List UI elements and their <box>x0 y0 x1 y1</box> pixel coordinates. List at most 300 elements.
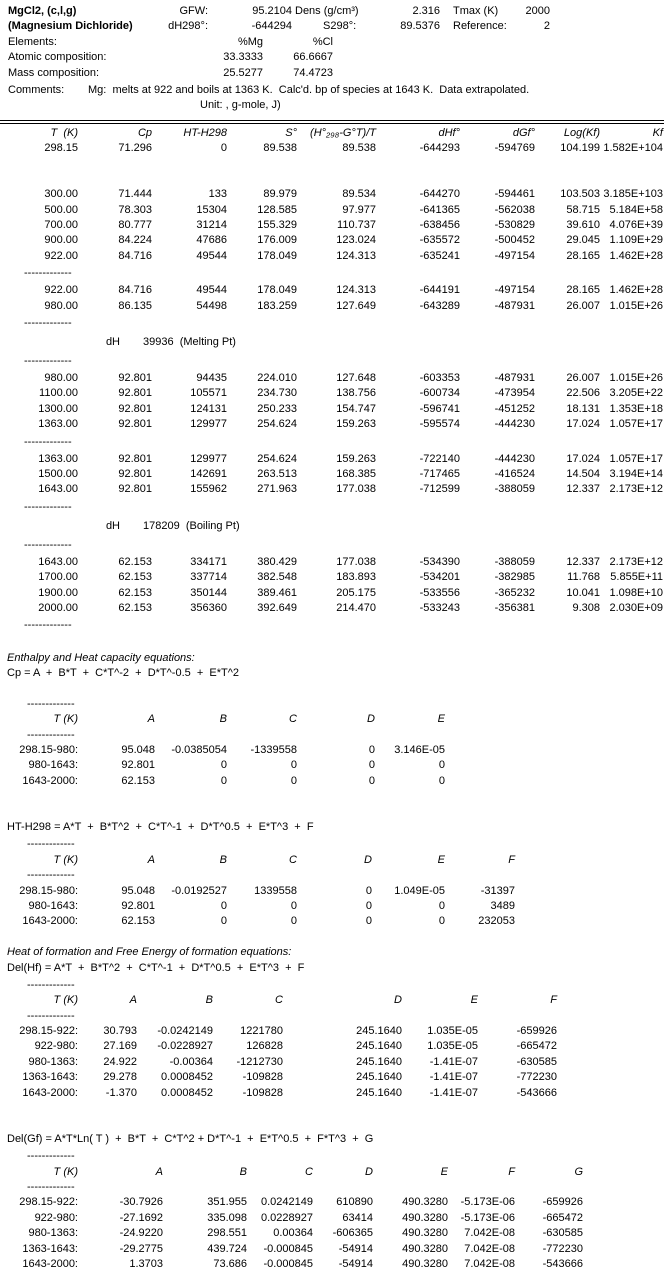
table-cell: 0 <box>220 142 227 155</box>
table-cell: 0 <box>290 915 297 928</box>
table-cell: -473954 <box>494 387 535 400</box>
table-cell: -1.41E-07 <box>429 1071 478 1084</box>
table-cell: 92.801 <box>121 899 155 912</box>
table-cell: -500452 <box>494 234 535 247</box>
table-cell: 15304 <box>196 203 227 216</box>
table-cell: 58.715 <box>566 203 600 216</box>
column-header: dGf° <box>512 126 535 139</box>
table-row <box>0 402 664 417</box>
table-cell: 1.015E+26 <box>609 372 663 385</box>
table-cell: 5.855E+11 <box>610 571 663 584</box>
table-cell: 980.00 <box>44 299 78 312</box>
column-header: C <box>275 994 283 1007</box>
table-cell: -0.000845 <box>263 1257 313 1270</box>
table-cell: 49544 <box>196 249 227 262</box>
table-row <box>0 1242 664 1257</box>
table-cell: 922.00 <box>44 284 78 297</box>
s298-value: 89.5376 <box>400 20 440 33</box>
table-cell: -109828 <box>242 1071 283 1084</box>
table-cell: -487931 <box>494 372 535 385</box>
table-cell: 1.057E+17 <box>609 418 663 431</box>
reference-value: 2 <box>543 20 550 33</box>
table-cell: 980-1363: <box>28 1055 78 1068</box>
coeff-table-header-row <box>0 712 664 727</box>
table-cell: 1.057E+17 <box>609 452 663 465</box>
table-cell: 1100.00 <box>39 387 78 400</box>
table-cell: 922.00 <box>44 249 78 262</box>
column-header: T (K) <box>50 126 78 139</box>
table-cell: 127.649 <box>336 299 376 312</box>
column-header: D <box>367 713 375 726</box>
coeff-table-header-row <box>0 853 664 868</box>
table-cell: 3.146E-05 <box>394 744 445 757</box>
elements-row <box>0 35 664 50</box>
table-cell: 128.585 <box>257 203 297 216</box>
table-cell: 29.045 <box>566 234 600 247</box>
column-header: B <box>205 994 213 1007</box>
table-cell: 380.429 <box>257 555 297 568</box>
table-cell: -0.0192527 <box>171 884 227 897</box>
table-cell: 0.0008452 <box>161 1086 213 1099</box>
table-cell: 980-1643: <box>28 899 78 912</box>
table-cell: 177.038 <box>336 483 376 496</box>
separator-dashes: ------------- <box>27 838 75 851</box>
separator-dashes: ------------- <box>24 355 72 368</box>
table-cell: 245.1640 <box>356 1040 402 1053</box>
table-cell: -659926 <box>516 1025 557 1038</box>
table-cell: 298.15-922: <box>19 1025 78 1038</box>
table-cell: -0.00364 <box>169 1055 213 1068</box>
table-cell: 124.313 <box>336 249 376 262</box>
table-cell: -1212730 <box>236 1055 283 1068</box>
column-header: A <box>155 1165 163 1178</box>
table-cell: 183.259 <box>257 299 297 312</box>
table-cell: -1339558 <box>250 744 297 757</box>
table-cell: 62.153 <box>121 774 155 787</box>
gfw-value: 95.2104 <box>252 5 292 17</box>
table-row <box>0 914 664 929</box>
table-cell: 2000.00 <box>38 601 78 614</box>
table-cell: 12.337 <box>566 555 600 568</box>
table-cell: 700.00 <box>44 219 78 232</box>
table-cell: -382985 <box>494 571 535 584</box>
table-cell: 92.801 <box>118 402 152 415</box>
table-cell: -30.7926 <box>119 1196 163 1209</box>
table-cell: -5.173E-06 <box>460 1211 515 1224</box>
phase-transition-row <box>0 333 664 352</box>
table-cell: -665472 <box>542 1211 583 1224</box>
table-cell: -365232 <box>494 586 535 599</box>
table-cell: 392.649 <box>257 601 297 614</box>
separator-row <box>0 616 664 635</box>
table-cell: 1643.00 <box>38 555 78 568</box>
table-cell: 62.153 <box>118 601 152 614</box>
table-cell: 1643.00 <box>38 483 78 496</box>
gfw-label: GFW: <box>179 5 208 17</box>
separator-dashes: ------------- <box>24 619 72 632</box>
comments-label: Comments: <box>8 83 65 96</box>
table-cell: -388059 <box>494 555 535 568</box>
table-cell: 129977 <box>190 418 227 431</box>
table-cell: 30.793 <box>103 1025 137 1038</box>
table-cell: -54914 <box>338 1257 373 1270</box>
column-header: E <box>437 713 445 726</box>
elements-label: Elements: <box>8 35 57 48</box>
table-cell: -5.173E-06 <box>460 1196 515 1209</box>
column-header: F <box>508 853 515 866</box>
table-cell: -1.41E-07 <box>429 1086 478 1099</box>
table-cell: 335.098 <box>207 1211 247 1224</box>
separator-row <box>0 264 664 283</box>
separator-dashes: ------------- <box>27 1181 75 1193</box>
column-header: A <box>147 713 155 726</box>
table-cell: 168.385 <box>336 467 376 480</box>
table-cell: -1.370 <box>105 1086 137 1099</box>
separator-dashes: ------------- <box>24 500 72 513</box>
table-row <box>0 233 664 248</box>
table-row <box>0 187 664 202</box>
column-header: E <box>470 994 478 1007</box>
table-cell: 0 <box>365 899 372 912</box>
table-cell: 97.977 <box>342 203 376 216</box>
table-cell: 155.329 <box>257 219 297 232</box>
separator-row <box>0 978 664 993</box>
mass-mg-value: 25.5277 <box>223 66 263 79</box>
table-cell: 159.263 <box>336 452 376 465</box>
table-cell: 89.534 <box>342 188 376 201</box>
table-row <box>0 467 664 482</box>
table-cell: -543666 <box>516 1086 557 1099</box>
table-cell: 7.042E-08 <box>464 1227 515 1240</box>
phase-transition-row <box>0 517 664 536</box>
table-cell: 29.278 <box>103 1071 137 1084</box>
table-cell: 1.353E+18 <box>609 402 663 415</box>
dgf-coefficients-table <box>0 1149 664 1272</box>
column-header: B <box>219 713 227 726</box>
table-cell: -0.0242149 <box>157 1025 213 1038</box>
table-row <box>0 1211 664 1226</box>
spacer <box>0 789 664 804</box>
cp-equation-row <box>0 666 664 681</box>
table-cell: -543666 <box>542 1257 583 1270</box>
phase-transition-value: 39936 (Melting Pt) <box>143 336 236 349</box>
ht-coefficients-table <box>0 837 664 929</box>
table-cell: 0 <box>365 915 372 928</box>
table-cell: 1.035E-05 <box>427 1025 478 1038</box>
unit-row <box>0 98 664 113</box>
table-cell: 138.756 <box>336 387 376 400</box>
table-cell: 84.716 <box>118 284 152 297</box>
table-cell: 254.624 <box>257 452 297 465</box>
table-cell: -27.1692 <box>119 1211 163 1224</box>
table-cell: 62.153 <box>118 571 152 584</box>
column-header: C <box>289 713 297 726</box>
table-cell: 105571 <box>190 387 227 400</box>
separator-dashes: ------------- <box>27 1150 75 1163</box>
separator-row <box>0 498 664 517</box>
table-cell: 78.303 <box>118 203 152 216</box>
formation-section-title-row <box>0 945 664 960</box>
column-header: C <box>305 1165 313 1178</box>
header-block <box>0 0 664 114</box>
dgf-equation: Del(Gf) = A*T*Ln( T ) + B*T + C*T^2 + D*T^-1 + E*T^0.5 + F*T^3 + G <box>7 1132 374 1145</box>
mass-composition-row <box>0 66 664 81</box>
table-cell: 14.504 <box>566 467 600 480</box>
table-cell: 47686 <box>196 234 227 247</box>
table-cell: 0.0242149 <box>261 1196 313 1209</box>
table-cell: 178.049 <box>257 284 297 297</box>
table-cell: 17.024 <box>566 452 600 465</box>
table-cell: 22.506 <box>566 387 600 400</box>
table-cell: -772230 <box>516 1071 557 1084</box>
table-row <box>0 1024 664 1039</box>
column-header: B <box>239 1165 247 1178</box>
column-header: Cp <box>137 126 152 139</box>
table-cell: 110.737 <box>337 219 376 232</box>
table-cell: 298.15-980: <box>19 744 78 757</box>
table-cell: -644293 <box>419 142 460 155</box>
cp-coefficients-table <box>0 697 664 789</box>
table-cell: 18.131 <box>566 402 600 415</box>
table-cell: 71.444 <box>118 188 152 201</box>
phase-transition-value: 178209 (Boiling Pt) <box>143 519 240 532</box>
table-cell: -635572 <box>419 234 460 247</box>
table-cell: 127.648 <box>336 372 376 385</box>
table-cell: 39.610 <box>566 219 600 232</box>
density-label: Dens (g/cm³) <box>295 5 359 17</box>
table-row <box>0 386 664 401</box>
table-cell: 1.035E-05 <box>427 1040 478 1053</box>
table-cell: -712599 <box>419 483 460 496</box>
table-row <box>0 774 664 789</box>
table-cell: 3.205E+22 <box>609 387 663 400</box>
table-cell: 490.3280 <box>402 1257 448 1270</box>
table-cell: 63414 <box>342 1211 373 1224</box>
table-cell: -600734 <box>419 387 460 400</box>
table-cell: 103.503 <box>560 188 600 201</box>
dhf-coefficients-table <box>0 978 664 1101</box>
table-cell: 1.015E+26 <box>609 299 663 312</box>
column-header: D <box>364 853 372 866</box>
table-cell: 176.009 <box>257 234 297 247</box>
table-cell: -109828 <box>242 1086 283 1099</box>
table-cell: 298.15 <box>44 142 78 155</box>
table-cell: 0 <box>438 915 445 928</box>
table-cell: 0 <box>438 899 445 912</box>
table-cell: 234.730 <box>257 387 297 400</box>
table-cell: 1339558 <box>254 884 297 897</box>
table-row <box>0 586 664 601</box>
header-row-1 <box>0 4 664 19</box>
table-cell: 334171 <box>190 555 227 568</box>
table-cell: 183.893 <box>336 571 376 584</box>
table-cell: 28.165 <box>566 249 600 262</box>
table-cell: 71.296 <box>118 142 152 155</box>
column-header: HT-H298 <box>183 126 227 139</box>
table-cell: 300.00 <box>44 188 78 201</box>
table-cell: 92.801 <box>118 483 152 496</box>
table-cell: 337714 <box>190 571 227 584</box>
table-cell: 142691 <box>190 467 227 480</box>
table-cell: -444230 <box>494 452 535 465</box>
column-header: T (K) <box>53 994 78 1007</box>
spacer <box>0 805 664 820</box>
table-cell: -54914 <box>338 1242 373 1255</box>
s298-label: S298°: <box>323 20 357 33</box>
table-cell: 1643-2000: <box>22 1257 78 1270</box>
table-cell: 0 <box>220 759 227 772</box>
table-cell: 1.462E+28 <box>609 249 663 262</box>
table-cell: 254.624 <box>257 418 297 431</box>
tmax-value: 2000 <box>525 5 550 17</box>
table-cell: 389.461 <box>257 586 297 599</box>
table-cell: -562038 <box>494 203 535 216</box>
table-cell: 245.1640 <box>356 1025 402 1038</box>
table-cell: -641365 <box>419 203 460 216</box>
table-cell: -24.9220 <box>119 1227 163 1240</box>
table-cell: 2.030E+09 <box>609 601 663 614</box>
separator-dashes: ------------- <box>27 978 75 991</box>
table-cell: -31397 <box>480 884 515 897</box>
species-formula: MgCl2, (c,l,g) <box>8 5 77 17</box>
table-cell: 31214 <box>196 219 227 232</box>
table-row <box>0 1070 664 1085</box>
table-cell: -534201 <box>419 571 460 584</box>
table-cell: -630585 <box>516 1055 557 1068</box>
table-row <box>0 1195 664 1210</box>
table-cell: 89.538 <box>263 142 297 155</box>
table-cell: -1.41E-07 <box>429 1055 478 1068</box>
table-cell: 0 <box>220 774 227 787</box>
atomic-composition-label: Atomic composition: <box>8 51 107 64</box>
table-cell: -644191 <box>419 284 460 297</box>
table-cell: 0 <box>220 899 227 912</box>
mass-composition-label: Mass composition: <box>8 66 100 79</box>
table-cell: 92.801 <box>118 372 152 385</box>
table-cell: 92.801 <box>121 759 155 772</box>
table-cell: 73.686 <box>213 1257 247 1270</box>
table-cell: 500.00 <box>44 203 78 216</box>
table-cell: -603353 <box>419 372 460 385</box>
table-cell: 178.049 <box>257 249 297 262</box>
table-cell: 382.548 <box>257 571 297 584</box>
comments-row <box>0 83 664 98</box>
table-cell: -594461 <box>494 188 535 201</box>
table-cell: 62.153 <box>121 915 155 928</box>
table-cell: 980-1643: <box>28 759 78 772</box>
table-row <box>0 1039 664 1054</box>
table-cell: 1.582E+104 <box>603 142 663 155</box>
separator-dashes: ------------- <box>27 869 75 882</box>
table-cell: -497154 <box>494 249 535 262</box>
table-cell: -356381 <box>494 601 535 614</box>
table-cell: dH <box>105 519 120 532</box>
table-cell: 900.00 <box>44 234 78 247</box>
table-cell: 124131 <box>190 402 227 415</box>
table-cell: 9.308 <box>572 601 600 614</box>
table-cell: 0 <box>220 915 227 928</box>
separator-row <box>0 868 664 883</box>
table-cell: 2.173E+12 <box>609 483 663 496</box>
table-cell: 1.3703 <box>129 1257 163 1270</box>
table-cell: -630585 <box>542 1227 583 1240</box>
table-cell: 245.1640 <box>356 1055 402 1068</box>
table-cell: 922-980: <box>34 1211 78 1224</box>
table-cell: 3.194E+14 <box>609 467 663 480</box>
table-cell: -665472 <box>516 1040 557 1053</box>
cp-equation: Cp = A + B*T + C*T^-2 + D*T^-0.5 + E*T^2 <box>7 667 240 680</box>
table-row <box>0 884 664 899</box>
separator-row <box>0 697 664 712</box>
table-cell: 1300.00 <box>38 402 78 415</box>
table-cell: 54498 <box>196 299 227 312</box>
table-cell: 3.185E+103 <box>603 188 663 201</box>
table-cell: 154.747 <box>336 402 376 415</box>
column-header: B <box>219 853 227 866</box>
table-cell: 271.963 <box>257 483 297 496</box>
table-row <box>0 1086 664 1101</box>
table-cell: 92.801 <box>118 452 152 465</box>
column-header: Log(Kf) <box>563 126 600 139</box>
column-header: F <box>550 994 557 1007</box>
table-cell: 0.0228927 <box>261 1211 313 1224</box>
column-header: dHf° <box>438 126 460 139</box>
table-cell: 490.3280 <box>402 1196 448 1209</box>
table-cell: 86.135 <box>118 299 152 312</box>
blank-row <box>0 172 664 187</box>
table-cell: 1.049E-05 <box>394 884 445 897</box>
separator-dashes: ------------- <box>24 435 72 448</box>
separator-row <box>0 314 664 333</box>
header-row-2 <box>0 19 664 34</box>
table-cell: 28.165 <box>566 284 600 297</box>
spacer <box>0 1101 664 1116</box>
table-cell: 0 <box>365 884 372 897</box>
table-cell: 92.801 <box>118 387 152 400</box>
table-cell: 610890 <box>336 1196 373 1209</box>
table-cell: -29.2775 <box>119 1242 163 1255</box>
table-cell: 263.513 <box>257 467 297 480</box>
separator-row <box>0 433 664 452</box>
table-cell: -594769 <box>494 142 535 155</box>
table-cell: 95.048 <box>121 744 155 757</box>
table-cell: 1363.00 <box>38 418 78 431</box>
spacer <box>0 682 664 697</box>
table-cell: -659926 <box>542 1196 583 1209</box>
column-header: T (K) <box>53 1165 78 1178</box>
table-cell: 7.042E-08 <box>464 1242 515 1255</box>
table-row <box>0 249 664 264</box>
table-row <box>0 555 664 570</box>
table-cell: 1363-1643: <box>22 1242 78 1255</box>
coeff-table-header-row <box>0 993 664 1008</box>
mass-cl-value: 74.4723 <box>293 66 333 79</box>
column-header: F <box>508 1165 515 1178</box>
double-rule <box>0 120 664 124</box>
column-header: T (K) <box>53 713 78 726</box>
table-cell: 0 <box>368 774 375 787</box>
table-cell: 92.801 <box>118 418 152 431</box>
table-cell: 62.153 <box>118 555 152 568</box>
table-cell: 4.076E+39 <box>609 219 663 232</box>
table-cell: -595574 <box>419 418 460 431</box>
separator-row <box>0 728 664 743</box>
table-cell: -416524 <box>494 467 535 480</box>
table-cell: 0.00364 <box>273 1227 313 1240</box>
table-cell: 10.041 <box>566 586 600 599</box>
separator-dashes: ------------- <box>27 728 75 741</box>
table-cell: 80.777 <box>118 219 152 232</box>
